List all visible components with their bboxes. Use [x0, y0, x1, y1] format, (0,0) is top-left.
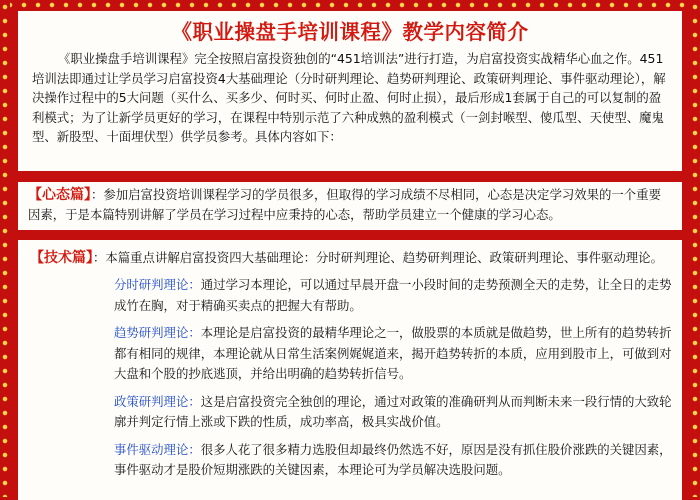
- mindset-section-text: ：参加启富投资培训课程学习的学员很多，但取得的学习成绩不尽相同，心态是决定学习效果的一个重要因素，于是本篇特别讲解了学员在学习过程中应秉持的心态，帮助学员建立一个健康的学习心态。: [28, 187, 661, 222]
- technique-section-text: ：本篇重点讲解启富投资四大基础理论：分时研判理论、趋势研判理论、政策研判理论、事件驱动理论。: [93, 250, 663, 265]
- theory-text: 这是启富投资完全独创的理论，通过对政策的准确研判从而判断未来一段行情的大致轮廓并判定行情上涨或下跌的性质，成功率高，极具实战价值。: [114, 393, 672, 429]
- theory-label: 事件驱动理论：: [114, 441, 201, 457]
- technique-section-intro: [18, 240, 682, 268]
- technique-section: [18, 240, 682, 500]
- theory-text: 很多人花了很多精力选股但却最终仍然选不好，原因是没有抓住股价涨跌的关键因素，事件驱动才是股价短期涨跌的关键因素，本理论可为学员解决选股问题。: [114, 441, 672, 477]
- theory-text: 本理论是启富投资的最精华理论之一，做股票的本质就是做趋势，世上所有的趋势转折都有相同的规律，本理论就从日常生活案例娓娓道来，揭开趋势转折的本质，应用到股市上，可做到对大盘和个股的抄底逃顶，并给出明确的趋势转折信号。: [114, 325, 672, 381]
- mindset-section-header: 【心态篇】: [28, 187, 91, 203]
- decorative-frame-right: [690, 0, 700, 497]
- theory-item-intraday: [114, 275, 672, 316]
- decorative-frame-left: [0, 0, 10, 497]
- intro-paragraph: 《职业操盘手培训课程》完全按照启富投资独创的“451培训法”进行打造，为启富投资实战精华心血之作。451培训法即通过让学员学习启富投资4大基础理论（分时研判理论、趋势研判理论、政策研判理论、事件驱动理论），解决操作过程中的5大问题（买什么、买多少、何时买、何时止盈、何时止损），最后形成1套属于自己的可以复制的盈利模式；为了让新学员更好的学习，在课程中特别示范了六种成熟的盈利模式（一剑封喉型、傻瓜型、天使型、魔鬼型、新股型、十面埋伏型）供学员参考。具体内容如下：: [32, 51, 666, 145]
- intro-panel: [18, 11, 682, 171]
- decorative-frame-top: [0, 0, 700, 10]
- theory-item-policy: [114, 392, 672, 433]
- theory-label: 政策研判理论：: [114, 393, 201, 409]
- theory-item-trend: [114, 323, 672, 385]
- theory-label: 趋势研判理论：: [114, 325, 201, 340]
- technique-section-header: 【技术篇】: [30, 250, 93, 266]
- theory-text: 通过学习本理论，可以通过早晨开盘一小段时间的走势预测全天的走势，让全日的走势成竹在胸，对于精确买卖点的把握大有帮助。: [114, 277, 672, 313]
- theory-label: 分时研判理论：: [114, 277, 201, 292]
- theory-item-event: [114, 440, 672, 481]
- mindset-section-body: [18, 182, 682, 225]
- mindset-section: [18, 182, 682, 230]
- page-title: 《职业操盘手培训课程》教学内容简介: [171, 20, 529, 44]
